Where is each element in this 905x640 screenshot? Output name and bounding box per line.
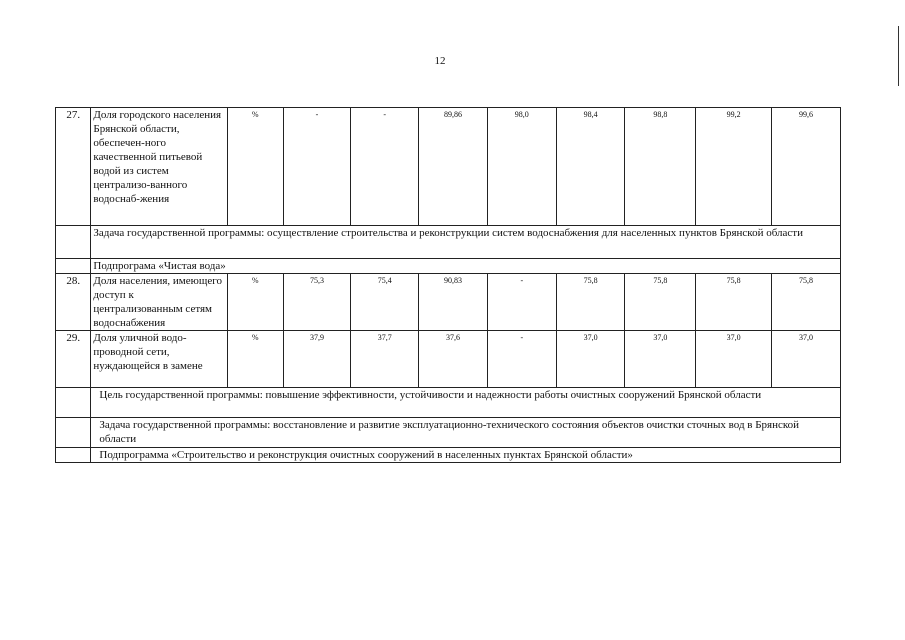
row-number <box>56 388 91 418</box>
indicator-name: Доля городского населения Брянской области, обеспечен-ного качественной питьевой водой из систем централизо-ванного водоснаб-жения <box>91 108 228 226</box>
row-number: 27. <box>56 108 91 226</box>
value-cell: 75,8 <box>696 274 772 331</box>
subprogram-text: Подпрограма «Чистая вода» <box>91 259 841 274</box>
row-number: 29. <box>56 331 91 388</box>
page-number: 12 <box>434 55 446 67</box>
value-cell: 37,9 <box>283 331 351 388</box>
table-row <box>56 388 841 418</box>
value-cell: - <box>487 331 556 388</box>
value-cell: 99,2 <box>696 108 772 226</box>
table-row <box>56 418 841 448</box>
value-cell: 75,8 <box>556 274 625 331</box>
value-cell: 37,0 <box>556 331 625 388</box>
value-cell: 89,86 <box>419 108 488 226</box>
goal-text: Цель государственной программы: повышение эффективности, устойчивости и надежности работы очистных сооружений Брянской области <box>91 388 841 418</box>
value-cell: 37,0 <box>696 331 772 388</box>
indicator-name: Доля населения, имеющего доступ к централизованным сетям водоснабжения <box>91 274 228 331</box>
value-cell: 37,0 <box>625 331 696 388</box>
table-row <box>56 331 841 388</box>
unit-cell: % <box>227 331 283 388</box>
table-row <box>56 108 841 226</box>
row-number <box>56 448 91 463</box>
unit-cell: % <box>227 274 283 331</box>
value-cell: 37,0 <box>772 331 841 388</box>
value-cell: 75,8 <box>772 274 841 331</box>
value-cell: 98,0 <box>487 108 556 226</box>
value-cell: 75,3 <box>283 274 351 331</box>
value-cell: - <box>487 274 556 331</box>
row-number <box>56 226 91 259</box>
value-cell: - <box>283 108 351 226</box>
value-cell: 37,6 <box>419 331 488 388</box>
unit-cell: % <box>227 108 283 226</box>
indicator-name: Доля уличной водо-проводной сети, нуждающейся в замене <box>91 331 228 388</box>
value-cell: 90,83 <box>419 274 488 331</box>
task-text: Задача государственной программы: восстановление и развитие эксплуатационно-технического состояния объектов очистки сточных вод в Брянской области <box>91 418 841 448</box>
value-cell: 75,8 <box>625 274 696 331</box>
value-cell: 98,4 <box>556 108 625 226</box>
value-cell: 99,6 <box>772 108 841 226</box>
value-cell: 98,8 <box>625 108 696 226</box>
table-row <box>56 274 841 331</box>
subprogram-text: Подпрограмма «Строительство и реконструкция очистных сооружений в населенных пунктах Брянской области» <box>91 448 841 463</box>
row-number <box>56 418 91 448</box>
scan-edge-line <box>898 26 899 86</box>
table-row <box>56 448 841 463</box>
indicators-table <box>55 107 841 463</box>
task-text: Задача государственной программы: осуществление строительства и реконструкции систем водоснабжения для населенных пунктов Брянской области <box>91 226 841 259</box>
value-cell: 75,4 <box>351 274 419 331</box>
table-row <box>56 259 841 274</box>
value-cell: - <box>351 108 419 226</box>
row-number: 28. <box>56 274 91 331</box>
row-number <box>56 259 91 274</box>
value-cell: 37,7 <box>351 331 419 388</box>
table-row <box>56 226 841 259</box>
